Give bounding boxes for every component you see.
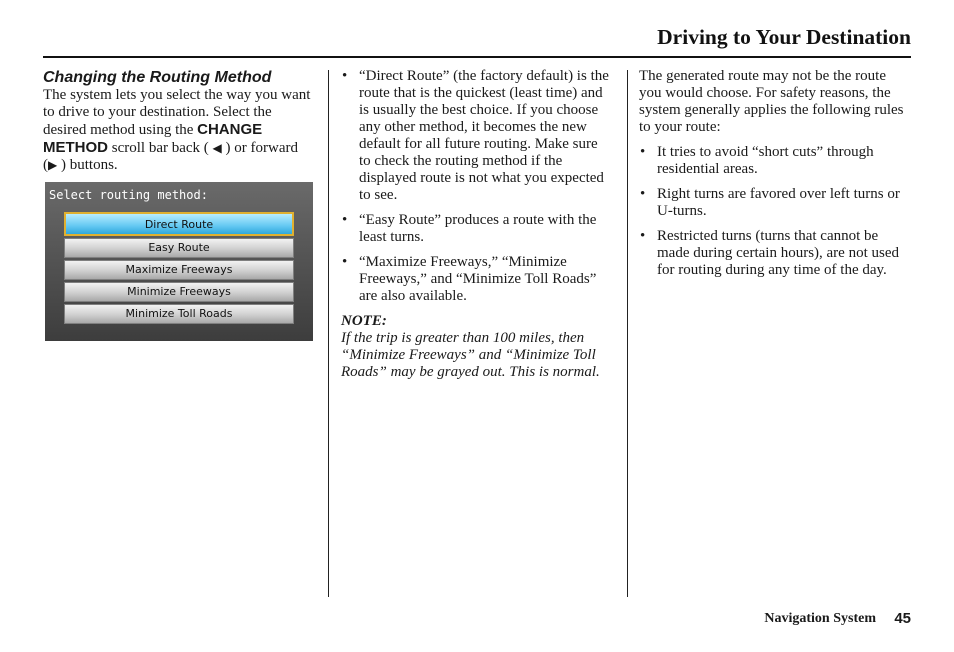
intro-back-text: scroll bar back ( xyxy=(108,140,209,156)
column-divider-1 xyxy=(328,70,329,597)
method-list xyxy=(341,68,613,305)
change-method-label: CHANGE METHOD xyxy=(43,121,263,156)
middle-column xyxy=(341,68,613,381)
intro-end-text: ) buttons. xyxy=(60,157,118,173)
option-minimize-freeways[interactable]: Minimize Freeways xyxy=(64,282,294,302)
routing-menu xyxy=(64,212,294,326)
right-triangle-icon: ▶ xyxy=(48,158,58,172)
list-item: • It tries to avoid “short cuts” through residential areas. xyxy=(639,144,911,178)
intro-paragraph xyxy=(43,87,315,174)
page-title: Driving to Your Destination xyxy=(657,25,911,49)
intro-text: The system lets you select the way you want to drive to your destination. Select the desired method using the xyxy=(43,87,311,138)
option-minimize-toll-roads[interactable]: Minimize Toll Roads xyxy=(64,304,294,324)
option-maximize-freeways[interactable]: Maximize Freeways xyxy=(64,260,294,280)
rules-intro: The generated route may not be the route you would choose. For safety reasons, the system generally applies the following rules to your route: xyxy=(639,68,904,135)
note-title: NOTE: xyxy=(341,313,387,329)
left-triangle-icon: ◀ xyxy=(212,141,222,155)
list-item: • Restricted turns (turns that cannot be made during certain hours), are not used for routing during any time of the day. xyxy=(639,228,911,279)
option-easy-route[interactable]: Easy Route xyxy=(64,238,294,258)
column-divider-2 xyxy=(627,70,628,597)
footer-label: Navigation System xyxy=(764,611,876,626)
left-column xyxy=(43,68,315,174)
intro-or-text: ) or forward ( xyxy=(43,140,298,173)
section-heading: Changing the Routing Method xyxy=(43,69,272,86)
right-column xyxy=(639,68,911,287)
page-number: 45 xyxy=(894,610,911,627)
header-rule xyxy=(43,56,911,58)
list-item: • “Maximize Freeways,” “Minimize Freeways,” and “Minimize Toll Roads” are also available. xyxy=(341,254,613,305)
option-direct-route[interactable]: Direct Route xyxy=(64,212,294,236)
list-item: • “Easy Route” produces a route with the least turns. xyxy=(341,212,613,246)
screen-title: Select routing method: xyxy=(49,188,208,202)
rules-list xyxy=(639,144,911,279)
note-text: If the trip is greater than 100 miles, then “Minimize Freeways” and “Minimize Toll Roads” may be grayed out. This is normal. xyxy=(341,330,600,380)
list-item: • Right turns are favored over left turns or U-turns. xyxy=(639,186,911,220)
list-item: • “Direct Route” (the factory default) is the route that is the quickest (least time) and is usually the best choice. If you choose any other method, it becomes the new default for all future routing. Make sure to check the routing method if the displayed route is not what you expected to see. xyxy=(341,68,613,204)
routing-method-screen xyxy=(45,182,313,341)
